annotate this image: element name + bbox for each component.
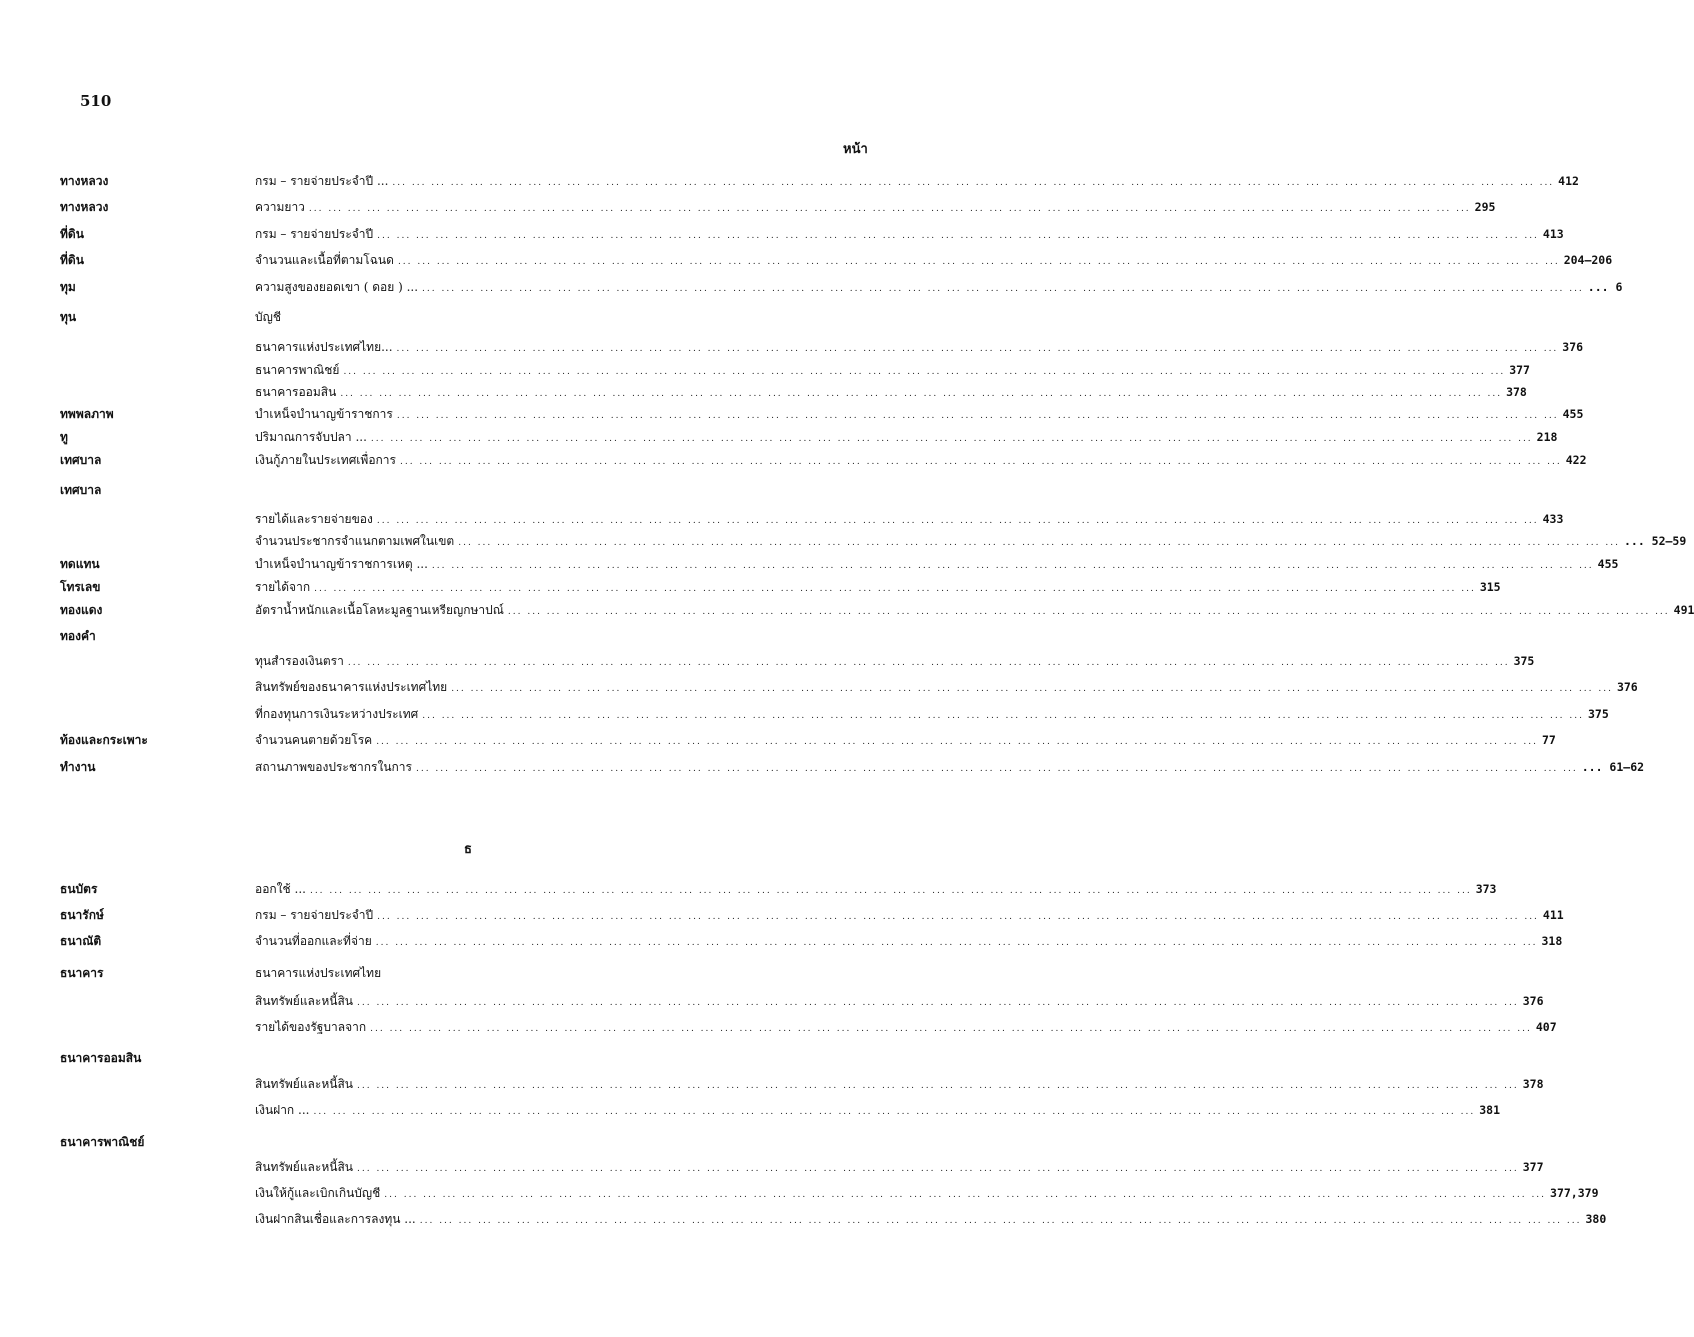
index-subentry-text: ธนาคารแห่งประเทศไทย... — [255, 340, 393, 354]
index-entry — [60, 510, 1564, 532]
index-subentry — [255, 1158, 1544, 1180]
index-subentry-text: รายได้และรายจ่ายของ — [255, 512, 373, 526]
index-term: เทศบาล — [60, 483, 102, 497]
dot-leader: ... ... ... ... ... ... ... ... ... ... ... ... ... ... ... ... ... ... ... ... ... ... ... ... ... ... ... ... ... ... ... ... ... ... ... ... ... ... ... ... ... ... ... ... ... ... ... ... ... ... ... ... ... ... ... ... ... ... ... ... — [396, 411, 1559, 421]
dot-leader: ... ... ... ... ... ... ... ... ... ... ... ... ... ... ... ... ... ... ... ... ... ... ... ... ... ... ... ... ... ... ... ... ... ... ... ... ... ... ... ... ... ... ... ... ... ... ... ... ... ... ... ... ... ... ... ... ... ... ... ... — [377, 231, 1539, 241]
index-entry — [60, 405, 1584, 427]
index-entry — [60, 758, 1645, 780]
index-term: ทองคำ — [60, 629, 96, 643]
index-entry — [60, 308, 872, 330]
index-entry — [60, 1184, 1599, 1206]
index-subentry-text: จำนวนคนตายด้วยโรค — [255, 733, 373, 747]
index-subentry — [255, 278, 1623, 300]
index-entry — [60, 906, 1564, 928]
index-page-ref: 433 — [1542, 512, 1564, 526]
index-entry — [60, 992, 1544, 1014]
index-subentry — [255, 383, 1527, 405]
page-number: 510 — [80, 92, 112, 110]
index-page-ref: ... 52–59 — [1623, 534, 1687, 548]
index-page-ref: 413 — [1542, 227, 1564, 241]
index-page-ref: 218 — [1536, 430, 1558, 444]
index-page-ref: 295 — [1474, 200, 1496, 214]
index-page-ref: 77 — [1541, 733, 1556, 747]
index-term: โทรเลข — [60, 580, 101, 594]
index-subentry — [255, 251, 1613, 273]
index-term: ทุน — [60, 310, 77, 324]
index-entry — [60, 880, 1497, 902]
index-subentry — [255, 338, 1584, 360]
index-subentry-text: ธนาคารแห่งประเทศไทย — [255, 966, 382, 980]
index-subentry — [255, 992, 1544, 1014]
index-entry — [60, 1210, 1607, 1232]
index-page-ref: 204–206 — [1563, 253, 1613, 267]
index-entry — [60, 1158, 1544, 1180]
index-subentry — [255, 405, 1584, 427]
index-subentry-text: สินทรัพย์ของธนาคารแห่งประเทศไทย — [255, 680, 448, 694]
index-term: ท้องและกระเพาะ — [60, 733, 148, 747]
index-entry — [60, 172, 1579, 194]
index-subentry-text: กรม – รายจ่ายประจำปี ... — [255, 174, 389, 188]
dot-leader: ... ... ... ... ... ... ... ... ... ... ... ... ... ... ... ... ... ... ... ... ... ... ... ... ... ... ... ... ... ... ... ... ... ... ... ... ... ... ... ... ... ... ... ... ... ... ... ... ... ... ... ... ... ... ... ... ... ... ... ... — [313, 1107, 1476, 1117]
index-subentry-text: จำนวนประชากรจำแนกตามเพศในเขต — [255, 534, 455, 548]
index-term: ทดแทน — [60, 557, 100, 571]
index-subentry-text: ปริมาณการจับปลา ... — [255, 430, 367, 444]
index-page-ref: ... 6 — [1587, 280, 1623, 294]
index-term: ทำงาน — [60, 760, 96, 774]
index-entry — [60, 627, 872, 649]
index-page-ref: 422 — [1565, 453, 1587, 467]
index-page-ref: 377 — [1509, 363, 1530, 377]
index-entry — [60, 198, 1496, 220]
index-subentry — [255, 705, 1609, 727]
index-subentry-text: ออกใช้ ... — [255, 882, 306, 896]
index-entry — [60, 361, 1530, 383]
index-term: ธนารักษ์ — [60, 908, 104, 922]
index-subentry — [255, 731, 1556, 753]
index-entry — [60, 532, 1687, 554]
index-subentry — [255, 964, 872, 986]
index-subentry — [255, 1210, 1607, 1232]
dot-leader: ... ... ... ... ... ... ... ... ... ... ... ... ... ... ... ... ... ... ... ... ... ... ... ... ... ... ... ... ... ... ... ... ... ... ... ... ... ... ... ... ... ... ... ... ... ... ... ... ... ... ... ... ... ... ... ... ... ... ... ... — [397, 257, 1560, 267]
index-entry — [60, 1049, 872, 1071]
index-page-ref: 412 — [1558, 174, 1579, 188]
index-term: ทุม — [60, 280, 76, 294]
index-subentry — [255, 906, 1564, 928]
index-subentry-text: สินทรัพย์และหนี้สิน — [255, 994, 353, 1008]
index-page-ref: 491 — [1673, 603, 1694, 617]
index-page-ref: 376 — [1522, 994, 1544, 1008]
index-page-ref: 381 — [1479, 1103, 1500, 1117]
dot-leader: ... ... ... ... ... ... ... ... ... ... ... ... ... ... ... ... ... ... ... ... ... ... ... ... ... ... ... ... ... ... ... ... ... ... ... ... ... ... ... ... ... ... ... ... ... ... ... ... ... ... ... ... ... ... ... ... ... ... ... ... — [422, 711, 1584, 721]
index-subentry-text: กรม – รายจ่ายประจำปี — [255, 227, 374, 241]
index-page-ref: 378 — [1522, 1077, 1544, 1091]
index-subentry-text: สินทรัพย์และหนี้สิน — [255, 1077, 353, 1091]
index-subentry — [255, 555, 1619, 577]
dot-leader: ... ... ... ... ... ... ... ... ... ... ... ... ... ... ... ... ... ... ... ... ... ... ... ... ... ... ... ... ... ... ... ... ... ... ... ... ... ... ... ... ... ... ... ... ... ... ... ... ... ... ... ... ... ... ... ... ... ... ... ... — [376, 737, 1538, 747]
index-entry — [60, 451, 1587, 473]
dot-leader: ... ... ... ... ... ... ... ... ... ... ... ... ... ... ... ... ... ... ... ... ... ... ... ... ... ... ... ... ... ... ... ... ... ... ... ... ... ... ... ... ... ... ... ... ... ... ... ... ... ... ... ... ... ... ... ... ... ... ... ... — [343, 367, 1506, 377]
section-letter: ธ — [464, 842, 472, 857]
page-column-header: หน้า — [843, 142, 868, 157]
index-entry — [60, 1018, 1557, 1040]
index-entry — [60, 932, 1563, 954]
dot-leader: ... ... ... ... ... ... ... ... ... ... ... ... ... ... ... ... ... ... ... ... ... ... ... ... ... ... ... ... ... ... ... ... ... ... ... ... ... ... ... ... ... ... ... ... ... ... ... ... ... ... ... ... ... ... ... ... ... ... ... ... — [451, 684, 1613, 694]
index-subentry — [255, 532, 1687, 554]
index-term: ทพพลภาพ — [60, 407, 114, 421]
index-subentry — [255, 880, 1497, 902]
dot-leader: ... ... ... ... ... ... ... ... ... ... ... ... ... ... ... ... ... ... ... ... ... ... ... ... ... ... ... ... ... ... ... ... ... ... ... ... ... ... ... ... ... ... ... ... ... ... ... ... ... ... ... ... ... ... ... ... ... ... ... ... — [507, 607, 1670, 617]
index-entry — [60, 278, 1623, 300]
index-subentry-text: จำนวนที่ออกและที่จ่าย — [255, 934, 372, 948]
index-subentry-text: จำนวนและเนื้อที่ตามโฉนด — [255, 253, 394, 267]
index-page-ref: 407 — [1535, 1020, 1557, 1034]
index-subentry-text: บัญชี — [255, 310, 281, 324]
index-subentry-text: เงินให้กู้และเบิกเกินบัญชี — [255, 1186, 381, 1200]
index-page-ref: 455 — [1562, 407, 1584, 421]
index-term: ธนาคารออมสิน — [60, 1051, 142, 1065]
index-page-ref: 373 — [1475, 882, 1497, 896]
index-page-ref: 378 — [1506, 385, 1527, 399]
index-subentry-text: ธนาคารพาณิชย์ — [255, 363, 340, 377]
dot-leader: ... ... ... ... ... ... ... ... ... ... ... ... ... ... ... ... ... ... ... ... ... ... ... ... ... ... ... ... ... ... ... ... ... ... ... ... ... ... ... ... ... ... ... ... ... ... ... ... ... ... ... ... ... ... ... ... ... ... ... ... — [370, 1024, 1532, 1034]
index-term: ธนาณัติ — [60, 934, 102, 948]
dot-leader: ... ... ... ... ... ... ... ... ... ... ... ... ... ... ... ... ... ... ... ... ... ... ... ... ... ... ... ... ... ... ... ... ... ... ... ... ... ... ... ... ... ... ... ... ... ... ... ... ... ... ... ... ... ... ... ... ... ... ... ... — [375, 938, 1538, 948]
index-subentry-text: รายได้ของรัฐบาลจาก — [255, 1020, 367, 1034]
index-entry — [60, 555, 1619, 577]
index-page-ref: 376 — [1616, 680, 1638, 694]
index-subentry — [255, 1101, 1500, 1123]
index-subentry-text: ทุนสำรองเงินตรา — [255, 654, 344, 668]
index-page-ref: 375 — [1588, 707, 1609, 721]
index-subentry-text: ความยาว — [255, 200, 305, 214]
index-subentry — [255, 1018, 1557, 1040]
dot-leader: ... ... ... ... ... ... ... ... ... ... ... ... ... ... ... ... ... ... ... ... ... ... ... ... ... ... ... ... ... ... ... ... ... ... ... ... ... ... ... ... ... ... ... ... ... ... ... ... ... ... ... ... ... ... ... ... ... ... ... ... — [415, 764, 1578, 774]
dot-leader: ... ... ... ... ... ... ... ... ... ... ... ... ... ... ... ... ... ... ... ... ... ... ... ... ... ... ... ... ... ... ... ... ... ... ... ... ... ... ... ... ... ... ... ... ... ... ... ... ... ... ... ... ... ... ... ... ... ... ... ... — [308, 204, 1471, 214]
index-term: ทู — [60, 430, 68, 444]
index-term: ทางหลวง — [60, 174, 109, 188]
index-term: ที่ดิน — [60, 253, 84, 267]
dot-leader: ... ... ... ... ... ... ... ... ... ... ... ... ... ... ... ... ... ... ... ... ... ... ... ... ... ... ... ... ... ... ... ... ... ... ... ... ... ... ... ... ... ... ... ... ... ... ... ... ... ... ... ... ... ... ... ... ... ... ... ... — [419, 1216, 1582, 1226]
index-subentry-text: ธนาคารออมสิน — [255, 385, 337, 399]
dot-leader: ... ... ... ... ... ... ... ... ... ... ... ... ... ... ... ... ... ... ... ... ... ... ... ... ... ... ... ... ... ... ... ... ... ... ... ... ... ... ... ... ... ... ... ... ... ... ... ... ... ... ... ... ... ... ... ... ... ... ... ... — [376, 516, 1539, 526]
index-subentry-text: สถานภาพของประชากรในการ — [255, 760, 412, 774]
index-subentry — [255, 172, 1579, 194]
index-page-ref: 376 — [1562, 340, 1584, 354]
dot-leader: ... ... ... ... ... ... ... ... ... ... ... ... ... ... ... ... ... ... ... ... ... ... ... ... ... ... ... ... ... ... ... ... ... ... ... ... ... ... ... ... ... ... ... ... ... ... ... ... ... ... ... ... ... ... ... ... ... ... ... ... — [431, 561, 1594, 571]
index-entry — [60, 652, 1535, 674]
dot-leader: ... ... ... ... ... ... ... ... ... ... ... ... ... ... ... ... ... ... ... ... ... ... ... ... ... ... ... ... ... ... ... ... ... ... ... ... ... ... ... ... ... ... ... ... ... ... ... ... ... ... ... ... ... ... ... ... ... ... ... ... — [347, 658, 1510, 668]
index-entry — [60, 1101, 1500, 1123]
dot-leader: ... ... ... ... ... ... ... ... ... ... ... ... ... ... ... ... ... ... ... ... ... ... ... ... ... ... ... ... ... ... ... ... ... ... ... ... ... ... ... ... ... ... ... ... ... ... ... ... ... ... ... ... ... ... ... ... ... ... ... ... — [309, 886, 1472, 896]
index-entry — [60, 578, 1501, 600]
dot-leader: ... ... ... ... ... ... ... ... ... ... ... ... ... ... ... ... ... ... ... ... ... ... ... ... ... ... ... ... ... ... ... ... ... ... ... ... ... ... ... ... ... ... ... ... ... ... ... ... ... ... ... ... ... ... ... ... ... ... ... ... — [370, 434, 1533, 444]
index-subentry — [255, 578, 1501, 600]
index-term: ธนาคารพาณิชย์ — [60, 1135, 145, 1149]
index-subentry — [255, 451, 1587, 473]
dot-leader: ... ... ... ... ... ... ... ... ... ... ... ... ... ... ... ... ... ... ... ... ... ... ... ... ... ... ... ... ... ... ... ... ... ... ... ... ... ... ... ... ... ... ... ... ... ... ... ... ... ... ... ... ... ... ... ... ... ... ... ... — [384, 1190, 1547, 1200]
dot-leader: ... ... ... ... ... ... ... ... ... ... ... ... ... ... ... ... ... ... ... ... ... ... ... ... ... ... ... ... ... ... ... ... ... ... ... ... ... ... ... ... ... ... ... ... ... ... ... ... ... ... ... ... ... ... ... ... ... ... ... ... — [357, 1081, 1519, 1091]
index-page-ref: ... 61–62 — [1581, 760, 1645, 774]
index-entry — [60, 251, 1613, 273]
index-page-ref: 377 — [1522, 1160, 1544, 1174]
index-subentry — [255, 601, 1694, 623]
index-page-ref: 411 — [1542, 908, 1564, 922]
index-subentry-text: บำเหน็จบำนาญข้าราชการ — [255, 407, 393, 421]
dot-leader: ... ... ... ... ... ... ... ... ... ... ... ... ... ... ... ... ... ... ... ... ... ... ... ... ... ... ... ... ... ... ... ... ... ... ... ... ... ... ... ... ... ... ... ... ... ... ... ... ... ... ... ... ... ... ... ... ... ... ... ... — [396, 344, 1559, 354]
index-entry — [60, 383, 1527, 405]
dot-leader: ... ... ... ... ... ... ... ... ... ... ... ... ... ... ... ... ... ... ... ... ... ... ... ... ... ... ... ... ... ... ... ... ... ... ... ... ... ... ... ... ... ... ... ... ... ... ... ... ... ... ... ... ... ... ... ... ... ... ... ... — [314, 584, 1476, 594]
index-subentry — [255, 652, 1535, 674]
index-entry — [60, 428, 1558, 450]
index-subentry — [255, 510, 1564, 532]
dot-leader: ... ... ... ... ... ... ... ... ... ... ... ... ... ... ... ... ... ... ... ... ... ... ... ... ... ... ... ... ... ... ... ... ... ... ... ... ... ... ... ... ... ... ... ... ... ... ... ... ... ... ... ... ... ... ... ... ... ... ... ... — [422, 284, 1584, 294]
index-page-ref: 455 — [1597, 557, 1619, 571]
index-entry — [60, 1075, 1544, 1097]
index-page-ref: 380 — [1585, 1212, 1607, 1226]
index-entry — [60, 678, 1638, 700]
index-page-ref: 315 — [1479, 580, 1501, 594]
index-subentry — [255, 361, 1530, 383]
index-subentry — [255, 678, 1638, 700]
dot-leader: ... ... ... ... ... ... ... ... ... ... ... ... ... ... ... ... ... ... ... ... ... ... ... ... ... ... ... ... ... ... ... ... ... ... ... ... ... ... ... ... ... ... ... ... ... ... ... ... ... ... ... ... ... ... ... ... ... ... ... ... — [357, 1164, 1519, 1174]
index-subentry-text: กรม – รายจ่ายประจำปี — [255, 908, 374, 922]
dot-leader: ... ... ... ... ... ... ... ... ... ... ... ... ... ... ... ... ... ... ... ... ... ... ... ... ... ... ... ... ... ... ... ... ... ... ... ... ... ... ... ... ... ... ... ... ... ... ... ... ... ... ... ... ... ... ... ... ... ... ... ... — [399, 457, 1562, 467]
index-subentry-text: เงินฝาก ... — [255, 1103, 310, 1117]
index-entry — [60, 964, 872, 986]
index-entry — [60, 481, 872, 503]
dot-leader: ... ... ... ... ... ... ... ... ... ... ... ... ... ... ... ... ... ... ... ... ... ... ... ... ... ... ... ... ... ... ... ... ... ... ... ... ... ... ... ... ... ... ... ... ... ... ... ... ... ... ... ... ... ... ... ... ... ... ... ... — [377, 912, 1539, 922]
index-subentry — [255, 198, 1496, 220]
index-subentry-text: ที่กองทุนการเงินระหว่างประเทศ — [255, 707, 419, 721]
index-entry — [60, 705, 1609, 727]
index-term: ที่ดิน — [60, 227, 84, 241]
index-subentry-text: เงินกู้ภายในประเทศเพื่อการ — [255, 453, 396, 467]
index-entry — [60, 338, 1584, 360]
index-subentry — [255, 1075, 1544, 1097]
dot-leader: ... ... ... ... ... ... ... ... ... ... ... ... ... ... ... ... ... ... ... ... ... ... ... ... ... ... ... ... ... ... ... ... ... ... ... ... ... ... ... ... ... ... ... ... ... ... ... ... ... ... ... ... ... ... ... ... ... ... ... ... — [340, 389, 1503, 399]
index-subentry — [255, 428, 1558, 450]
index-subentry — [255, 758, 1645, 780]
index-entry — [60, 731, 1556, 753]
index-term: ทองแดง — [60, 603, 103, 617]
dot-leader: ... ... ... ... ... ... ... ... ... ... ... ... ... ... ... ... ... ... ... ... ... ... ... ... ... ... ... ... ... ... ... ... ... ... ... ... ... ... ... ... ... ... ... ... ... ... ... ... ... ... ... ... ... ... ... ... ... ... ... ... — [392, 178, 1555, 188]
index-subentry — [255, 932, 1563, 954]
index-term: ธนบัตร — [60, 882, 98, 896]
index-page-ref: 318 — [1541, 934, 1563, 948]
index-term: ธนาคาร — [60, 966, 104, 980]
index-subentry-text: บำเหน็จบำนาญข้าราชการเหตุ ... — [255, 557, 428, 571]
index-entry — [60, 225, 1564, 247]
index-subentry-text: ความสูงของยอดเขา ( ดอย ) ... — [255, 280, 419, 294]
index-subentry — [255, 225, 1564, 247]
index-entry — [60, 1133, 872, 1155]
index-subentry-text: เงินฝากสินเชื่อและการลงทุน ... — [255, 1212, 416, 1226]
index-term: เทศบาล — [60, 453, 102, 467]
index-subentry-text: รายได้จาก — [255, 580, 311, 594]
index-subentry-text: สินทรัพย์และหนี้สิน — [255, 1160, 353, 1174]
index-term: ทางหลวง — [60, 200, 109, 214]
index-subentry — [255, 308, 872, 330]
index-page-ref: 375 — [1513, 654, 1535, 668]
dot-leader: ... ... ... ... ... ... ... ... ... ... ... ... ... ... ... ... ... ... ... ... ... ... ... ... ... ... ... ... ... ... ... ... ... ... ... ... ... ... ... ... ... ... ... ... ... ... ... ... ... ... ... ... ... ... ... ... ... ... ... ... — [357, 998, 1519, 1008]
index-subentry-text: อัตราน้ำหนักและเนื้อโลหะมูลฐานเหรียญกษาปณ์ — [255, 603, 504, 617]
dot-leader: ... ... ... ... ... ... ... ... ... ... ... ... ... ... ... ... ... ... ... ... ... ... ... ... ... ... ... ... ... ... ... ... ... ... ... ... ... ... ... ... ... ... ... ... ... ... ... ... ... ... ... ... ... ... ... ... ... ... ... ... — [458, 538, 1620, 548]
index-entry — [60, 601, 1694, 623]
index-page-ref: 377,379 — [1550, 1186, 1599, 1200]
index-subentry — [255, 1184, 1599, 1206]
